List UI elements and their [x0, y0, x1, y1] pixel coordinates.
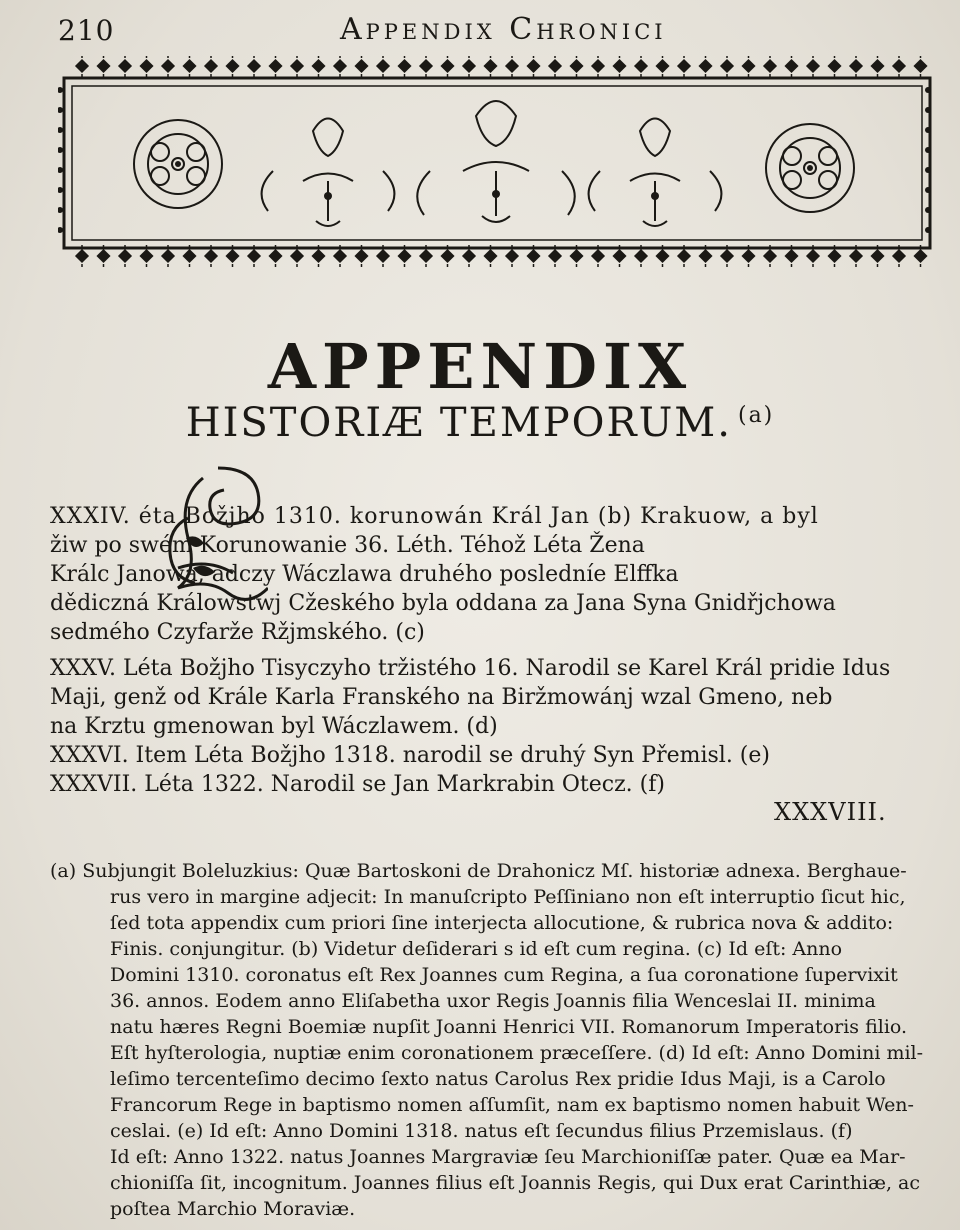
running-title: Appendix Chronici: [340, 12, 667, 47]
entry-line: sedmého Czyfarže Ržjmského. (c): [50, 620, 425, 645]
footnote-line: Id eſt: Anno 1322. natus Joannes Margraviæ ſeu Marchioniſſæ pater. Quæ ea Mar-: [110, 1146, 906, 1168]
footnote-line: Eſt hyſterologia, nuptiæ enim coronationem præceſſere. (d) Id eſt: Anno Domini mil-: [110, 1042, 924, 1064]
footnote-mark-a: (a): [737, 402, 775, 428]
catchword: XXXVIII.: [774, 798, 887, 826]
entry-line: XXXV. Léta Božjho Tisyczyho tržistého 16. Narodil se Karel Král pridie Idus: [50, 656, 891, 681]
footnote-line: 36. annos. Eodem anno Eliſabetha uxor Regis Joannis filia Wenceslai II. minima: [110, 990, 876, 1012]
footnote-line: ceslai. (e) Id eſt: Anno Domini 1318. natus eſt ſecundus filius Przemislaus. (f): [110, 1120, 853, 1142]
footnote-line: leſimo tercenteſimo decimo ſexto natus Carolus Rex pridie Idus Maji, is a Carolo: [110, 1068, 886, 1090]
entry-line: XXXVI. Item Léta Božjho 1318. narodil se druhý Syn Přemisl. (e): [50, 743, 770, 768]
footnote-line: (a) Subjungit Boleluzkius: Quæ Bartoskoni de Drahonicz Mſ. historiæ adnexa. Berghaue-: [50, 860, 907, 882]
main-title: APPENDIX: [267, 330, 693, 403]
entry-line: na Krztu gmenowan byl Wáczlawem. (d): [50, 714, 498, 739]
sub-title-text: HISTORIÆ TEMPORUM.: [185, 400, 732, 446]
entry-line: XXXIV. éta Božjho 1310. korunowán Král Jan (b) Krakuow, a byl: [50, 504, 819, 529]
entry-line: XXXVII. Léta 1322. Narodil se Jan Markrabin Otecz. (f): [50, 772, 665, 797]
footnote-line: Francorum Rege in baptismo nomen aſſumſit, nam ex baptismo nomen habuit Wen-: [110, 1094, 914, 1116]
entry-line: Králc Janowa, adczy Wáczlawa druhého posledníe Elffka: [50, 562, 679, 587]
footnote-line: Domini 1310. coronatus eſt Rex Joannes cum Regina, a ſua coronatione ſupervixit: [110, 964, 898, 986]
entry-line: dědiczná Králowstwj Cžeského byla oddana za Jana Syna Gnidřjchowa: [50, 591, 836, 616]
page-number: 210: [58, 14, 115, 47]
footnote-line: poſtea Marchio Moraviæ.: [110, 1198, 356, 1220]
entry-line: žiw po swém Korunowanie 36. Léth. Téhož Léta Žena: [50, 533, 645, 558]
footnote-line: ſed tota appendix cum priori ſine interjecta allocutione, & rubrica nova & addito:: [110, 912, 894, 934]
footnote-line: chioniſſa ſit, incognitum. Joannes filius eſt Joannis Regis, qui Dux erat Carinthiæ, ac: [110, 1172, 921, 1194]
footnote-line: Finis. conjungitur. (b) Videtur deſiderari s id eſt cum regina. (c) Id eſt: Anno: [110, 938, 843, 960]
footnote-line: natu hæres Regni Boemiæ nupſit Joanni Henrici VII. Romanorum Imperatoris filio.: [110, 1016, 908, 1038]
footnote-line: rus vero in margine adjecit: In manuſcripto Peſſiniano non eſt interruptio ſicut hic,: [110, 886, 906, 908]
entry-line: Maji, genž od Krále Karla Franského na Biržmowánj wzal Gmeno, neb: [50, 685, 833, 710]
